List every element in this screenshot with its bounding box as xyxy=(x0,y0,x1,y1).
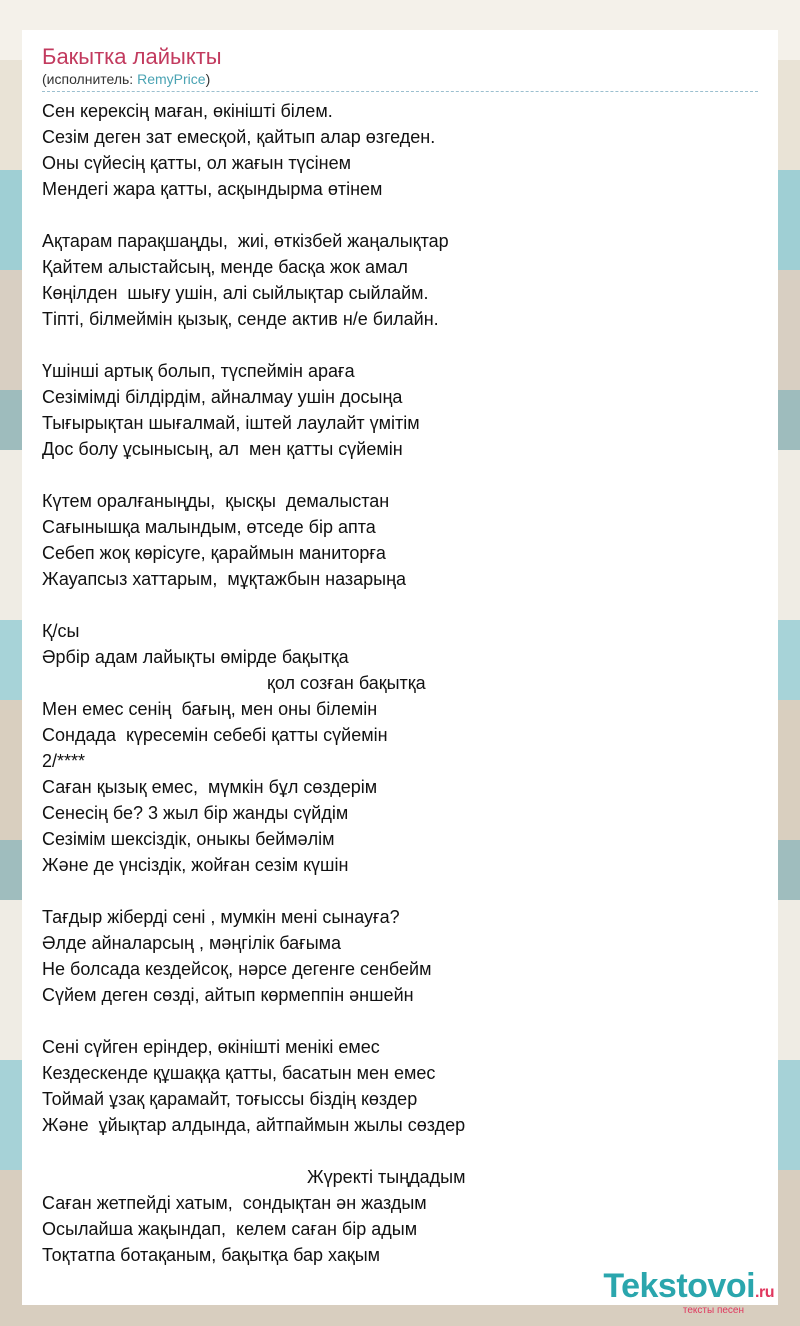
performer-suffix: ) xyxy=(205,71,211,87)
lyric-line: Сезімімді білдірдім, айналмау ушін досыңа xyxy=(42,387,403,407)
lyric-line: Себеп жоқ көрісуге, қараймын маниторға xyxy=(42,543,386,563)
lyric-line xyxy=(42,202,758,228)
lyric-line: Дос болу ұсынысың, ал мен қатты сүйемін xyxy=(42,439,403,459)
lyric-line: Тіпті, білмеймін қызық, сенде актив н/е билайн. xyxy=(42,309,439,329)
lyric-line: Сені сүйген еріндер, өкінішті менікі емес xyxy=(42,1037,380,1057)
lyric-line: Осылайша жақындап, келем саған бір адым xyxy=(42,1219,418,1239)
lyric-line: Сезім деген зат емесқой, қайтып алар өзгеден. xyxy=(42,127,436,147)
lyric-line: Және ұйықтар алдында, айтпаймын жылы сөздер xyxy=(42,1115,466,1135)
lyric-line: Және де үнсіздік, жойған сезім күшін xyxy=(42,855,349,875)
lyric-line: Жүректі тыңдадым xyxy=(42,1167,466,1187)
lyric-line: Тоймай ұзақ қарамайт, тоғыссы біздің көздер xyxy=(42,1089,418,1109)
lyric-line xyxy=(42,592,758,618)
lyric-line: Сен керексің маған, өкінішті білем. xyxy=(42,101,333,121)
lyric-line: қол созған бақытқа xyxy=(42,673,426,693)
lyric-line: Қ/сы xyxy=(42,621,80,641)
lyric-line: Сезімім шексіздік, оныкы беймәлім xyxy=(42,829,335,849)
lyric-line: Сондада күресемін себебі қатты сүйемін xyxy=(42,725,388,745)
lyric-line: Тығырықтан шығалмай, іштей лаулайт үмітім xyxy=(42,413,420,433)
performer-prefix: (исполнитель: xyxy=(42,71,138,87)
lyric-line xyxy=(42,332,758,358)
lyric-line: Көңілден шығу ушін, алі сыйлықтар сыйлайм. xyxy=(42,283,429,303)
lyric-line: 2/**** xyxy=(42,751,86,771)
lyric-line: Тоқтатпа ботақаным, бақытқа бар хақым xyxy=(42,1245,381,1265)
lyric-line xyxy=(42,878,758,904)
lyric-line: Жауапсыз хаттарым, мұқтажбын назарыңа xyxy=(42,569,407,589)
lyric-line: Мендегі жара қатты, асқындырма өтінем xyxy=(42,179,383,199)
lyric-line: Әрбір адам лайықты өмірде бақытқа xyxy=(42,647,349,667)
lyric-line: Әлде айналарсың , мәңгілік бағыма xyxy=(42,933,342,953)
song-title: Бакытка лайыкты xyxy=(42,44,222,69)
lyric-line: Күтем оралғаныңды, қысқы демалыстан xyxy=(42,491,390,511)
lyric-line: Үшінші артық болып, түспеймін араға xyxy=(42,361,355,381)
lyric-line: Ақтарам парақшаңды, жиі, өткізбей жаңалықтар xyxy=(42,231,449,251)
lyric-line xyxy=(42,462,758,488)
lyrics-text xyxy=(42,98,758,1268)
logo-domain: .ru xyxy=(755,1284,774,1301)
lyric-line xyxy=(42,1138,758,1164)
lyric-line: Мен емес сенің бағың, мен оны білемін xyxy=(42,699,378,719)
site-logo[interactable] xyxy=(603,1268,774,1316)
lyrics-card xyxy=(22,30,778,1305)
lyric-line: Қайтем алыстайсың, менде басқа жок амал xyxy=(42,257,408,277)
lyric-line: Сенесің бе? 3 жыл бір жанды сүйдім xyxy=(42,803,349,823)
lyric-line: Кездескенде құшаққа қатты, басатын мен емес xyxy=(42,1063,436,1083)
lyric-line: Оны сүйесің қатты, ол жағын түсінем xyxy=(42,153,351,173)
lyric-line: Не болсада кездейсоқ, нәрсе дегенге сенбейм xyxy=(42,959,432,979)
logo-tagline: тексты песен xyxy=(682,1305,744,1316)
performer-line xyxy=(42,70,758,92)
lyric-line: Тағдыр жіберді сені , мумкін мені сынауға? xyxy=(42,907,400,927)
lyric-line: Саған жетпейді хатым, сондықтан ән жаздым xyxy=(42,1193,427,1213)
lyric-line: Сүйем деген сөзді, айтып көрмеппін әншейн xyxy=(42,985,414,1005)
lyric-line: Сағынышқа малындым, өтседе бір апта xyxy=(42,517,376,537)
lyric-line xyxy=(42,1008,758,1034)
artist-link[interactable]: RemyPrice xyxy=(137,71,206,87)
logo-name: Tekstovoi xyxy=(603,1267,756,1305)
lyric-line: Саған қызық емес, мүмкін бұл сөздерім xyxy=(42,777,378,797)
